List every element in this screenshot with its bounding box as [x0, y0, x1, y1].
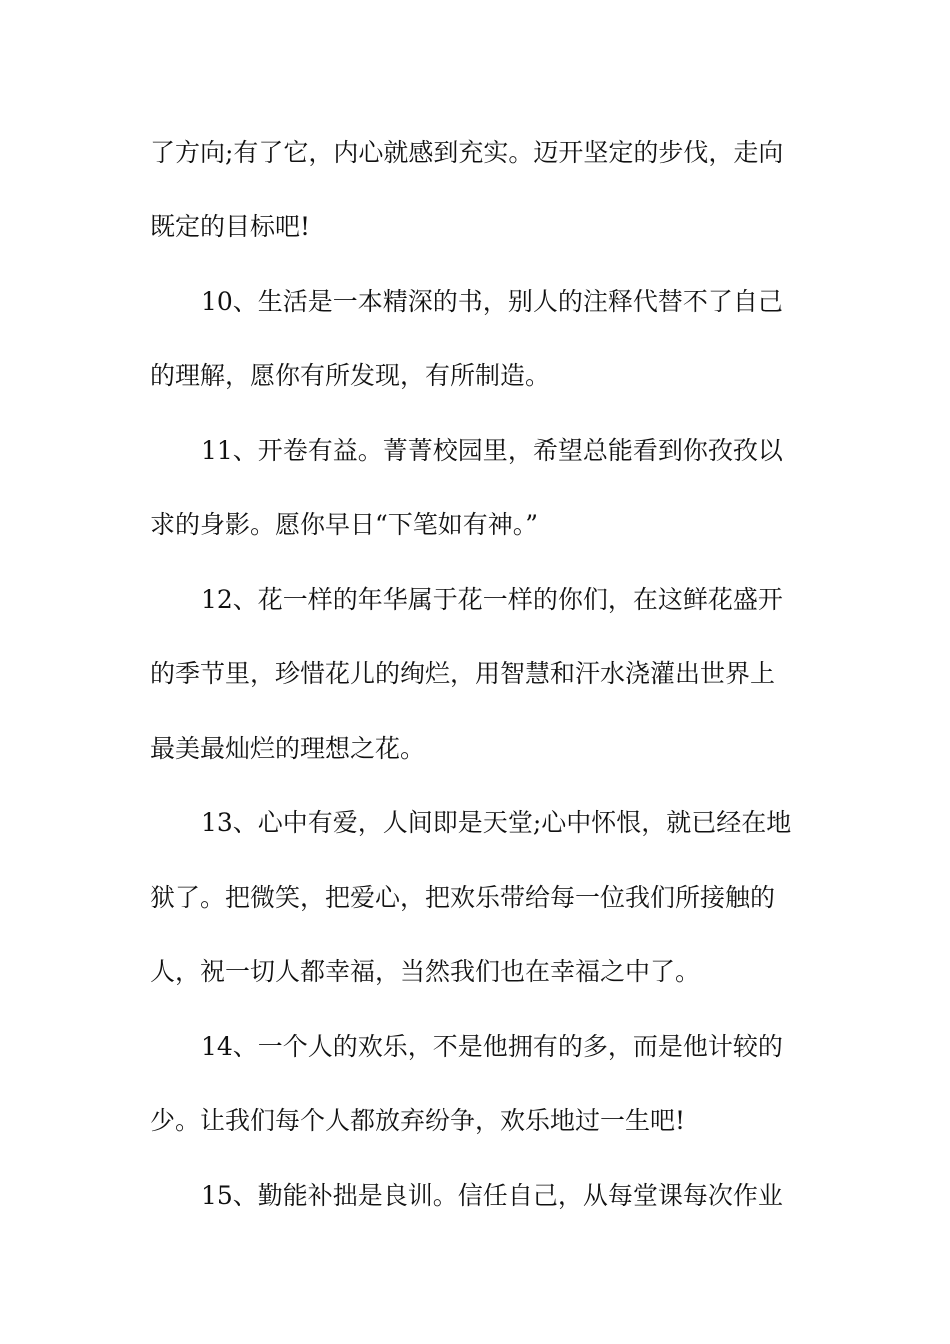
- paragraph-10-start: 10、生活是一本精深的书，别人的注释代替不了自己: [201, 287, 783, 316]
- paragraph-12-start: 12、花一样的年华属于花一样的你们，在这鲜花盛开: [201, 585, 783, 614]
- text-line: 既定的目标吧!: [150, 212, 311, 241]
- paragraph-13-start: 13、心中有爱，人间即是天堂;心中怀恨，就已经在地: [201, 808, 792, 837]
- text-line: 求的身影。愿你早日“下笔如有神。”: [150, 510, 539, 539]
- text-line: 人，祝一切人都幸福，当然我们也在幸福之中了。: [150, 957, 701, 986]
- paragraph-15-start: 15、勤能补拙是良训。信任自己，从每堂课每次作业: [201, 1181, 783, 1210]
- text-line: 最美最灿烂的理想之花。: [150, 734, 426, 763]
- text-line: 的季节里，珍惜花儿的绚烂，用智慧和汗水浇灌出世界上: [150, 659, 776, 688]
- text-line: 了方向;有了它，内心就感到充实。迈开坚定的步伐，走向: [150, 138, 784, 167]
- text-line: 少。让我们每个人都放弃纷争，欢乐地过一生吧!: [150, 1106, 686, 1135]
- text-line: 的理解，愿你有所发现，有所制造。: [150, 361, 551, 390]
- text-line: 狱了。把微笑，把爱心，把欢乐带给每一位我们所接触的: [150, 883, 776, 912]
- paragraph-11-start: 11、开卷有益。菁菁校园里，希望总能看到你孜孜以: [201, 436, 783, 465]
- paragraph-14-start: 14、一个人的欢乐，不是他拥有的多，而是他计较的: [201, 1032, 783, 1061]
